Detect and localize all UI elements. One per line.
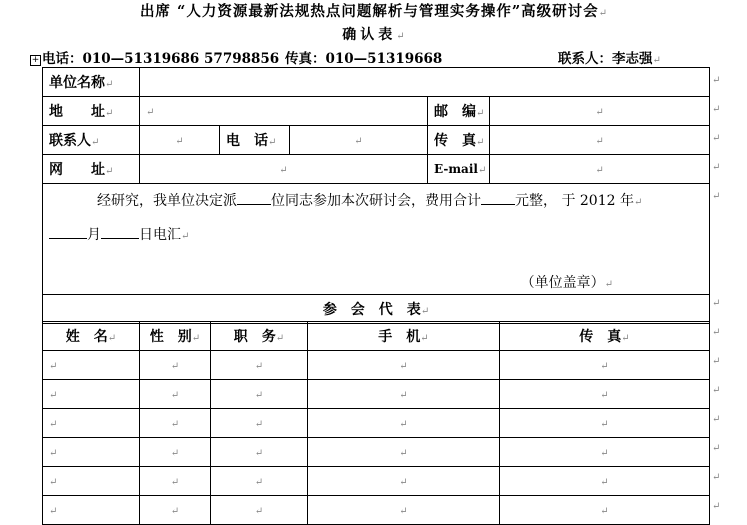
row-end-mark-icon: ↵	[712, 162, 721, 173]
delegate-position-cell[interactable]: ↵	[211, 380, 308, 409]
website-label: 网 址↵	[43, 155, 140, 184]
confirmation-form-table	[42, 67, 710, 324]
delegate-name-cell[interactable]: ↵	[43, 380, 140, 409]
contact-fax: 传真：010—51319668	[285, 51, 443, 67]
header-fax: 传 真↵	[500, 322, 710, 351]
row-end-mark-icon: ↵	[712, 75, 721, 86]
fee-total-blank[interactable]	[481, 193, 515, 205]
paragraph-mark-icon: ↵	[598, 8, 608, 19]
table-row	[43, 496, 710, 525]
delegates-header-row	[43, 322, 710, 351]
row-end-mark-icon: ↵	[712, 443, 721, 454]
document-title: 出席 “人力资源最新法规热点问题解析与管理实务操作”高级研讨会↵	[139, 3, 608, 20]
unit-stamp-label: （单位盖章）↵	[520, 275, 614, 291]
delegate-name-cell[interactable]: ↵	[43, 409, 140, 438]
email-label: E-mail↵	[428, 155, 490, 184]
form-phone-field[interactable]: ↵	[290, 126, 428, 155]
header-mobile: 手 机↵	[308, 322, 500, 351]
attendance-statement: 经研究，我单位决定派 位同志参加本次研讨会，费用合计 元整， 于 2012 年↵ 月 日电汇↵ （单位盖章）↵	[43, 184, 710, 295]
email-field[interactable]: ↵	[490, 155, 710, 184]
contact-person: 联系人：李志强↵	[558, 51, 661, 67]
document-subtitle: 确认表↵	[342, 27, 405, 43]
paragraph-mark-icon: ↵	[396, 31, 405, 42]
table-row	[43, 438, 710, 467]
form-fax-label: 传 真↵	[428, 126, 490, 155]
unit-name-field[interactable]	[140, 68, 710, 97]
table-row	[43, 380, 710, 409]
delegate-position-cell[interactable]: ↵	[211, 496, 308, 525]
delegate-name-cell[interactable]: ↵	[43, 467, 140, 496]
postcode-field[interactable]: ↵	[490, 97, 710, 126]
row-end-mark-icon: ↵	[712, 414, 721, 425]
delegate-gender-cell[interactable]: ↵	[140, 496, 211, 525]
row-end-mark-icon: ↵	[712, 501, 721, 512]
delegate-position-cell[interactable]: ↵	[211, 351, 308, 380]
website-field[interactable]: ↵	[140, 155, 428, 184]
header-position: 职 务↵	[211, 322, 308, 351]
delegate-position-cell[interactable]: ↵	[211, 438, 308, 467]
delegate-gender-cell[interactable]: ↵	[140, 380, 211, 409]
delegate-name-cell[interactable]: ↵	[43, 351, 140, 380]
delegate-mobile-cell[interactable]: ↵	[308, 380, 500, 409]
delegate-mobile-cell[interactable]: ↵	[308, 409, 500, 438]
delegate-fax-cell[interactable]: ↵	[500, 351, 710, 380]
row-end-mark-icon: ↵	[712, 385, 721, 396]
postcode-label: 邮 编↵	[428, 97, 490, 126]
contact-person-label: 联系人↵	[43, 126, 140, 155]
row-end-mark-icon: ↵	[712, 327, 721, 338]
table-row	[43, 467, 710, 496]
month-blank[interactable]	[49, 227, 87, 239]
delegate-gender-cell[interactable]: ↵	[140, 409, 211, 438]
delegate-fax-cell[interactable]: ↵	[500, 496, 710, 525]
delegate-fax-cell[interactable]: ↵	[500, 380, 710, 409]
table-row	[43, 409, 710, 438]
delegate-name-cell[interactable]: ↵	[43, 438, 140, 467]
attendee-count-blank[interactable]	[237, 193, 271, 205]
delegate-gender-cell[interactable]: ↵	[140, 438, 211, 467]
delegate-name-cell[interactable]: ↵	[43, 496, 140, 525]
delegate-position-cell[interactable]: ↵	[211, 409, 308, 438]
delegate-position-cell[interactable]: ↵	[211, 467, 308, 496]
delegates-section-title: 参 会 代 表↵	[43, 295, 710, 324]
form-fax-field[interactable]: ↵	[490, 126, 710, 155]
contact-phone: 电话：010—51319686 57798856	[42, 51, 280, 67]
delegate-mobile-cell[interactable]: ↵	[308, 496, 500, 525]
delegate-fax-cell[interactable]: ↵	[500, 438, 710, 467]
address-label: 地 址↵	[43, 97, 140, 126]
delegate-gender-cell[interactable]: ↵	[140, 351, 211, 380]
header-gender: 性 别↵	[140, 322, 211, 351]
row-end-mark-icon: ↵	[712, 104, 721, 115]
contact-person-field[interactable]: ↵	[140, 126, 220, 155]
table-move-handle-icon[interactable]: +	[31, 55, 40, 65]
delegate-gender-cell[interactable]: ↵	[140, 467, 211, 496]
header-name: 姓 名↵	[43, 322, 140, 351]
table-row	[43, 351, 710, 380]
address-field[interactable]: ↵	[140, 97, 428, 126]
delegate-fax-cell[interactable]: ↵	[500, 409, 710, 438]
row-end-mark-icon: ↵	[712, 472, 721, 483]
delegate-mobile-cell[interactable]: ↵	[308, 351, 500, 380]
form-phone-label: 电 话↵	[220, 126, 290, 155]
row-end-mark-icon: ↵	[712, 356, 721, 367]
day-blank[interactable]	[101, 227, 139, 239]
row-end-mark-icon: ↵	[712, 298, 721, 309]
row-end-mark-icon: ↵	[712, 133, 721, 144]
unit-name-label: 单位名称↵	[43, 68, 140, 97]
delegates-table	[42, 321, 710, 525]
delegate-mobile-cell[interactable]: ↵	[308, 467, 500, 496]
row-end-mark-icon: ↵	[712, 191, 721, 202]
delegate-mobile-cell[interactable]: ↵	[308, 438, 500, 467]
delegate-fax-cell[interactable]: ↵	[500, 467, 710, 496]
